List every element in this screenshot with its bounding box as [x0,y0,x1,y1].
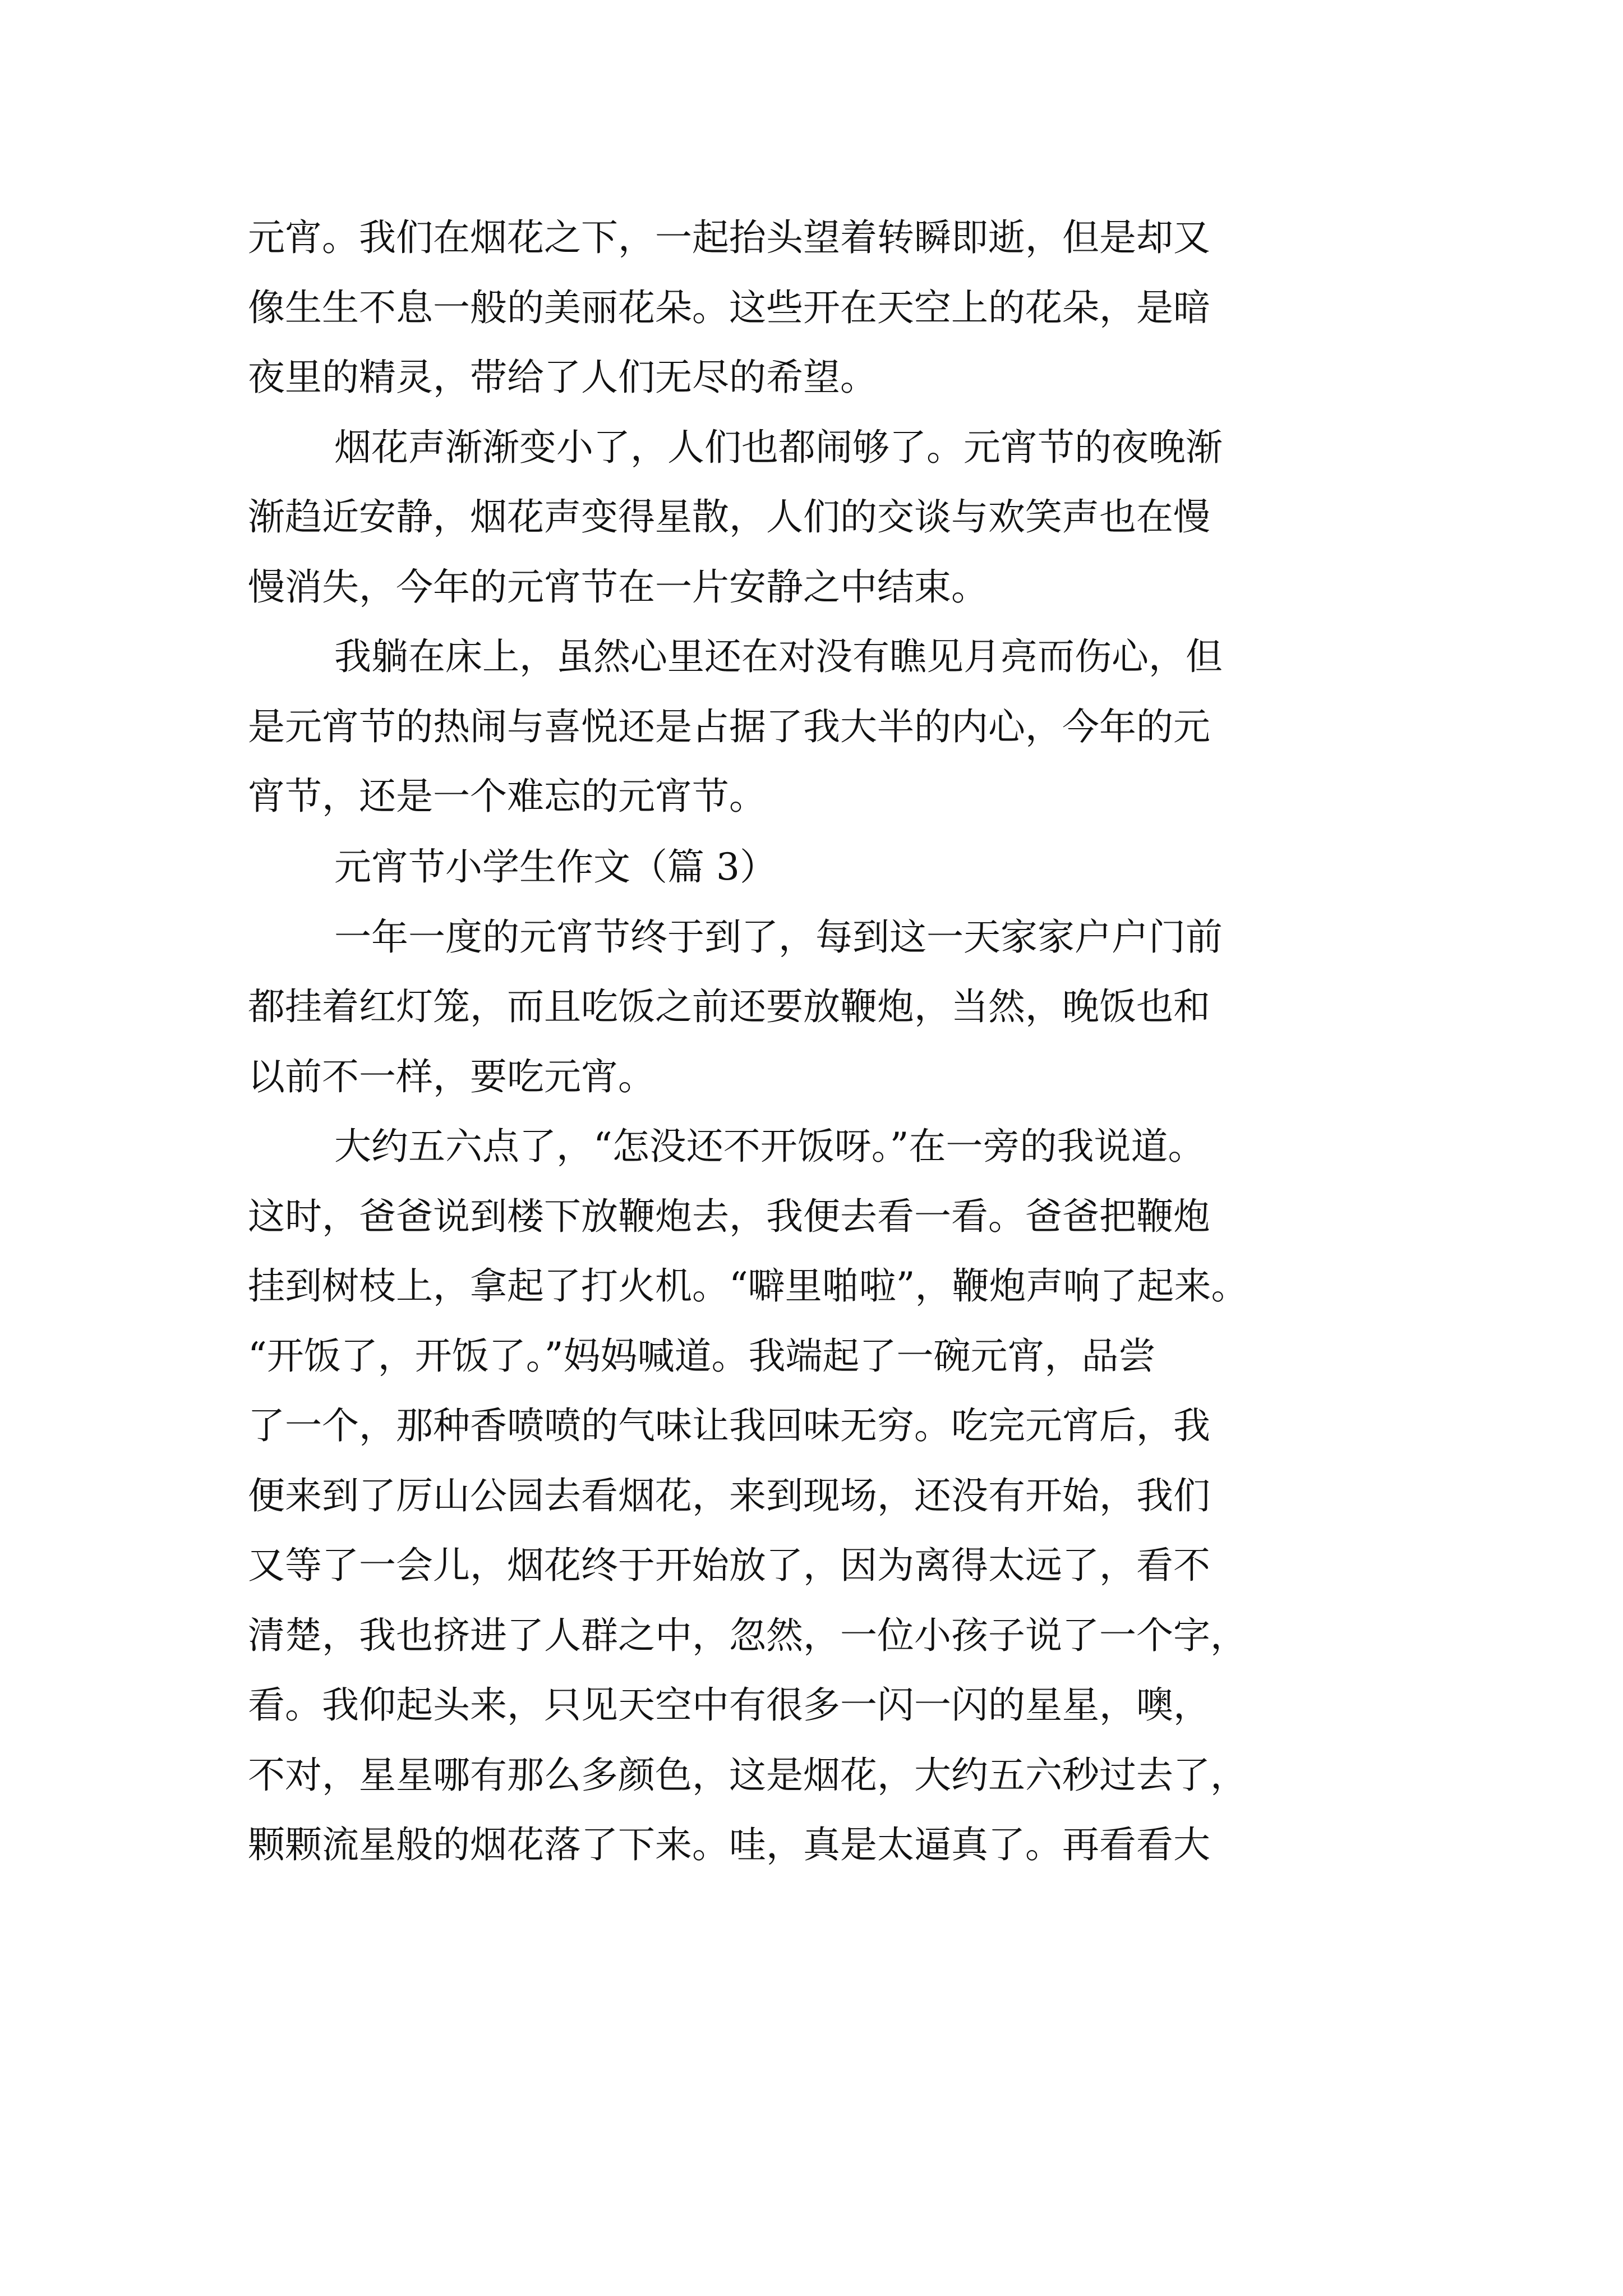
text-line: 颗颗流星般的烟花落了下来。哇，真是太逼真了。再看看大 [248,1823,1210,1866]
paragraph [248,1112,1386,1880]
paragraph [248,622,1386,832]
section-heading: 元宵节小学生作文（篇 3） [334,845,777,889]
paragraph [248,413,1386,623]
text-line: 清楚，我也挤进了人群之中，忽然，一位小孩子说了一个字， [248,1613,1247,1657]
text-line: 看。我仰起头来，只见天空中有很多一闪一闪的星星，噢， [248,1683,1210,1727]
text-line: 元宵。我们在烟花之下，一起抬头望着转瞬即逝，但是却又 [248,216,1210,259]
text-line: 像生生不息一般的美丽花朵。这些开在天空上的花朵，是暗 [248,286,1210,329]
text-line: 夜里的精灵，带给了人们无尽的希望。 [248,356,877,399]
text-line: 挂到树枝上，拿起了打火机。“噼里啪啦”，鞭炮声响了起来。 [248,1264,1248,1308]
text-line: 一年一度的元宵节终于到了，每到这一天家家户户门前 [334,915,1223,959]
text-line: 都挂着红灯笼，而且吃饭之前还要放鞭炮，当然，晚饭也和 [248,985,1210,1028]
text-line: 了一个，那种香喷喷的气味让我回味无穷。吃完元宵后，我 [248,1404,1210,1447]
text-line: “开饭了，开饭了。”妈妈喊道。我端起了一碗元宵，品尝 [248,1334,1156,1378]
text-line: 这时，爸爸说到楼下放鞭炮去，我便去看一看。爸爸把鞭炮 [248,1194,1210,1238]
text-line: 便来到了厉山公园去看烟花，来到现场，还没有开始，我们 [248,1474,1210,1517]
text-line: 不对，星星哪有那么多颜色，这是烟花，大约五六秒过去了， [248,1753,1247,1797]
paragraph [248,903,1386,1112]
essay-body [248,203,1386,1880]
text-line: 慢消失，今年的元宵节在一片安静之中结束。 [248,565,988,609]
text-line: 烟花声渐渐变小了，人们也都闹够了。元宵节的夜晚渐 [334,425,1223,469]
text-line: 又等了一会儿，烟花终于开始放了，因为离得太远了，看不 [248,1544,1210,1587]
text-line: 渐趋近安静，烟花声变得星散，人们的交谈与欢笑声也在慢 [248,495,1210,539]
text-line: 宵节，还是一个难忘的元宵节。 [248,775,766,818]
text-line: 大约五六点了，“怎没还不开饭呀。”在一旁的我说道。 [334,1125,1205,1168]
paragraph [248,203,1386,413]
text-line: 以前不一样，要吃元宵。 [248,1055,655,1098]
text-line: 我躺在床上，虽然心里还在对没有瞧见月亮而伤心，但 [334,635,1223,678]
text-line: 是元宵节的热闹与喜悦还是占据了我大半的内心，今年的元 [248,705,1210,748]
